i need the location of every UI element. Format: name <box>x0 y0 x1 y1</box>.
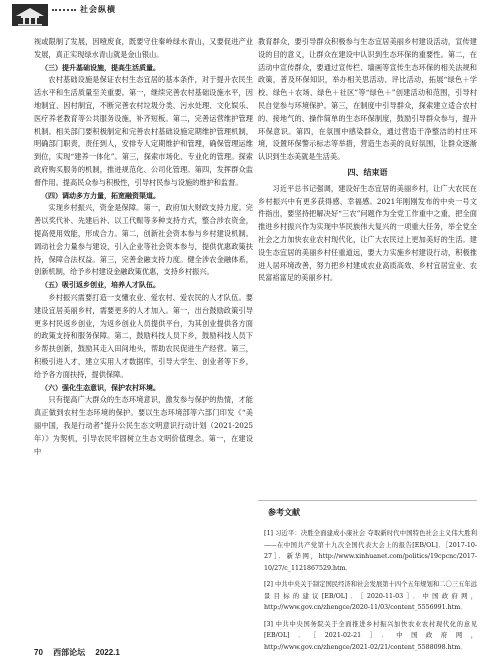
header-dots-divider <box>52 9 76 11</box>
left-column <box>34 36 253 458</box>
subsection-heading: （五）吸引返乡创业，培养人才队伍。 <box>41 281 160 290</box>
body-paragraph: 教育群众，要引导群众积极参与生态宜居美丽乡村建设活动，宣传建设的目的意义，让群众在建设中认识到生态环保的重要性。第二，在活动中宣传群众，要通过宣传栏、墙画等宣传生态环保的相关法规和政策，普及环保知识，举办相关思活动、评比活动，拓展“绿色＋学校、绿色＋农场、绿色＋社区”等“绿色＋”创建活动和范围，引导村民自觉参与环境保护。第三，在制度中引导群众，探索建立适合农村的、接地气的、操作简单的生态环保制度，鼓励引导群众参与，提升环保意识。第四，在氛围中感染群众，通过营造干净整洁的村庄环境，设置环保警示标志等举措，营造生态美的良好氛围，让群众逐渐认识到生态美就是生活美。 <box>258 37 477 162</box>
body-paragraph: 乡村振兴需要打造一支懂农业、爱农村、爱农民的人才队伍。要建设宜居美丽乡村，需要更多的人才加入。第一，出台鼓励政策引导更多村民返乡创业，为返乡创业人员提供平台，为其创业提供各方面的政策支持和服务保障。第二，鼓励科技人员下乡，鼓励科技人员下乡帮扶创新，鼓励其走入田间地头，帮助农民促进生产经营。第三，积极引进人才，建立实用人才数据库，引导大学生、创业者等下乡，给予各方面扶持，提供保障。 <box>34 292 253 379</box>
section-heading: 四、结束语 <box>347 167 388 177</box>
section-tag: 社会纵横 <box>80 5 116 14</box>
reference-item: [1] 习近平：决胜全面建成小康社会 夺取新时代中国特色社会主义伟大胜利——在中国共产党第十九次全国代表大会上的报告[EB/OL]．［2017-10-27］．新华网，http://www.xinhuanet.com/politics/19cpcnc/2017-10/27/c_1121867529.htm． <box>264 530 477 572</box>
page-footer <box>34 647 128 658</box>
pavilion-logo-icon <box>12 4 48 26</box>
subsection-heading: （六）强化生态意识，保护农村环境。 <box>41 383 160 392</box>
references-divider <box>258 500 477 501</box>
reference-item: [2] 中共中央关于制定国民经济和社会发展第十四个五年规划和二〇三五年远景目标的建议[EB/OL]．［2020-11-03］．中国政府网，http://www.gov.cn/zhengce/2020-11/03/content_5556991.htm． <box>264 581 477 611</box>
reference-item: [3] 中共中央国务院关于全面推进乡村振兴加快农业农村现代化的意见[EB/OL]．［2021-02-21］．中国政府网，http://www.gov.cn/zhengce/2021-02/21/content_5588098.htm． <box>264 620 477 651</box>
body-paragraph: 视或限制了发展，因噎废食，既要守住秦岭绿水青山，又要促进产业发展，真正实现绿水青山就是金山银山。 <box>34 37 253 59</box>
body-paragraph: 习近平总书记强调，建设好生态宜居的美丽乡村，让广大农民在乡村振兴中有更多获得感、幸福感。2021年刚刚发布的中央一号文件指出，要坚持把解决好“三农”问题作为全党工作重中之重，把全面推进乡村振兴作为实现中华民族伟大复兴的一项重大任务，举全党全社会之力加快农业农村现代化，让广大农民过上更加美好的生活。建设生态宜居的美丽乡村任重道远，要大力实施乡村建设行动，积极推进人居环境改善，努力把乡村建成农业高质高效、乡村宜居宜业、农民富裕富足的美丽乡村。 <box>258 183 477 283</box>
right-column <box>258 36 477 285</box>
body-paragraph: 只有提高广大群众的生态环境意识，激发参与保护的热情，才能真正做到农村生态环境的保护。要以生态环境部等六部门印发《“美丽中国，我是行动者”提升公民生态文明意识行动计划（2021-2025年）》为契机，引导农民牢固树立生态文明价值理念。第一，在建设中 <box>34 395 253 456</box>
references-section <box>258 500 477 658</box>
page-header <box>0 0 491 30</box>
body-paragraph: 实现乡村振兴，资金是保障。第一，政府加大财政支持力度。完善以奖代补、先建后补、以工代赈等多种支持方式，整合涉农资金，提高使用效能，形成合力。第二，创新社会资本参与乡村建设机制。调动社会力量参与建设，引入企业等社会资本参与，提供优惠政策扶持，保障合法权益。第三，完善金融支持力度。健全涉农金融体系，创新机制，给予乡村建设金融政策优惠，支持乡村振兴。 <box>34 203 253 277</box>
references-title: 参考文献 <box>268 508 300 517</box>
journal-name: 西部论坛 <box>53 648 86 657</box>
body-paragraph: 农村基础设施是保证农村生态宜居的基本条件，对于提升农民生活水平和生活质量至关重要。第一，继续完善农村基础设施水平，因地制宜、因村制宜，不断完善农村垃圾分类、污水处理、文化娱乐、医疗养老教育等公共服务设施，补齐短板。第二，完善运营维护管理机制。相关部门要积极制定和完善农村基础设施定期维护管理机制，明确部门职责，责任到人，安排专人定期维护和管理，确保管理运维到位，实现“建养一体化”。第三，探索市场化、专业化的管理。探索政府购买服务的机制，推进规范化、公司化管理。第四，发挥群众监督作用。提高民众参与积极性，引导村民参与设施的维护和监督。 <box>34 75 253 187</box>
subsection-heading: （四）调动多方力量，拓宽融资渠道。 <box>41 191 160 200</box>
page-number: 70 <box>34 648 43 657</box>
issue-number: 2022.1 <box>95 648 120 657</box>
subsection-heading: （三）提升基础设施，提高生活质量。 <box>41 63 160 72</box>
